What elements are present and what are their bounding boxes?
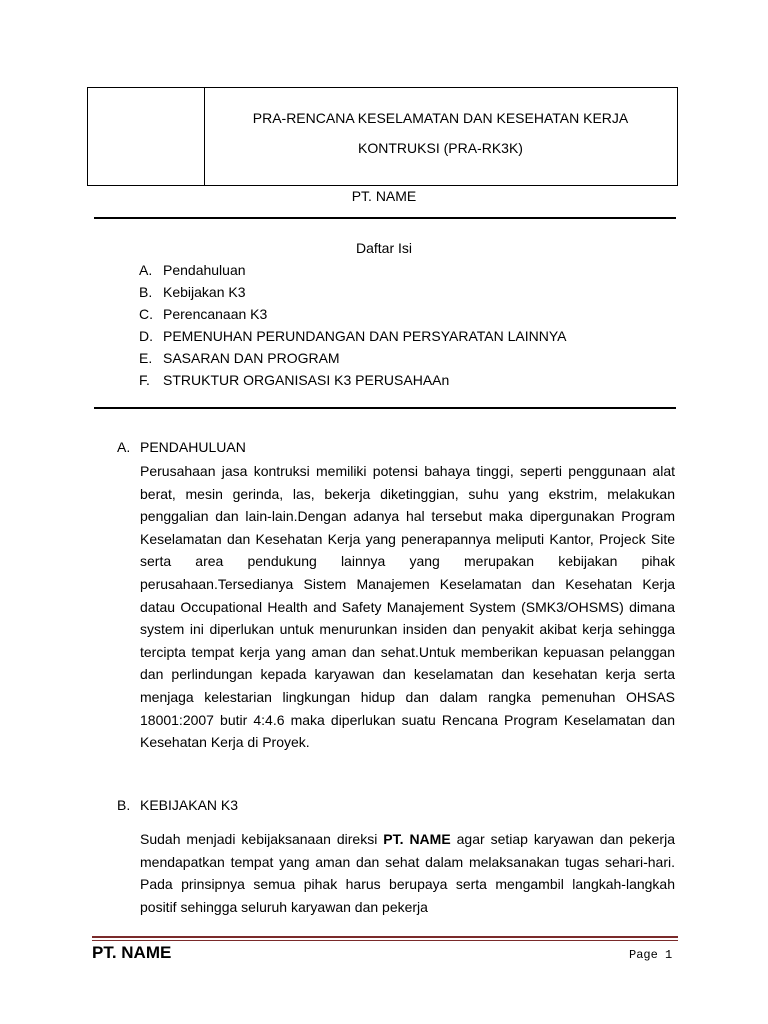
toc-item: F. STRUKTUR ORGANISASI K3 PERUSAHAAn xyxy=(139,372,450,388)
footer-company-name: PT. NAME xyxy=(92,943,172,962)
toc-title: Daftar Isi xyxy=(355,240,412,256)
section-heading-kebijakan: B. KEBIJAKAN K3 xyxy=(117,797,239,813)
section-text-pendahuluan: Perusahaan jasa kontruksi memiliki potensi bahaya tinggi, seperti penggunaan alat berat, mesin gerinda, las, bekerja diketinggian, suhu yang ekstrim, melakukan penggalian dan lain-lain.Dengan adanya hal tersebut maka dipergunakan Program Keselamatan dan Kesehatan Kerja yang penerapannya meliputi Kantor, Projeck Site serta area pendukung lainnya yang merupakan kebijakan pihak perusahaan.Tersedianya Sistem Manajemen Keselamatan dan Kesehatan Kerja datau Occupational Health and Safety Manajement System (SMK3/OHSMS) dimana system ini diperlukan untuk menurunkan insiden dan penyakit akibat kerja sehingga tercipta tempat kerja yang aman dan sehat.Untuk memberikan kepuasan pelanggan dan perlindungan kepada karyawan dan keselamatan dan kesehatan kerja serta menjaga kelestarian lingkungan hidup dan dalam rangka pemenuhan OHSAS 18001:2007 butir 4:4.6 maka diperlukan suatu Rencana Program Keselamatan dan Kesehatan Kerja di Proyek. xyxy=(140,463,675,751)
header-table xyxy=(87,87,678,186)
divider-top xyxy=(94,217,676,219)
toc-item: D. PEMENUHAN PERUNDANGAN DAN PERSYARATAN LAINNYA xyxy=(139,328,567,344)
section-text-kebijakan: Sudah menjadi kebijaksanaan direksi PT. NAME agar setiap karyawan dan pekerja mendapatkan tempat yang aman dan sehat dalam melaksanakan tugas sehari-hari. Pada prinsipnya semua pihak harus berupaya serta mengambil langkah-langkah positif sehingga seluruh karyawan dan pekerja xyxy=(140,831,675,915)
logo-cell xyxy=(88,88,205,185)
section-heading-pendahuluan: A. PENDAHULUAN xyxy=(117,439,246,455)
divider-toc xyxy=(94,407,676,409)
document-title-line-1: PRA-RENCANA KESELAMATAN DAN KESEHATAN KERJA xyxy=(252,110,629,126)
toc-item: A. Pendahuluan xyxy=(139,262,246,278)
page-number: Page 1 xyxy=(629,948,673,962)
toc-item: C. Perencanaan K3 xyxy=(139,306,268,322)
footer-divider xyxy=(92,936,678,938)
company-name: PT. NAME xyxy=(351,188,417,204)
document-title-line-2: KONTRUKSI (PRA-RK3K) xyxy=(358,140,523,156)
toc-item: E. SASARAN DAN PROGRAM xyxy=(139,350,340,366)
footer-divider-thin xyxy=(92,940,678,941)
toc-item: B. Kebijakan K3 xyxy=(139,284,246,300)
title-cell xyxy=(205,88,677,185)
